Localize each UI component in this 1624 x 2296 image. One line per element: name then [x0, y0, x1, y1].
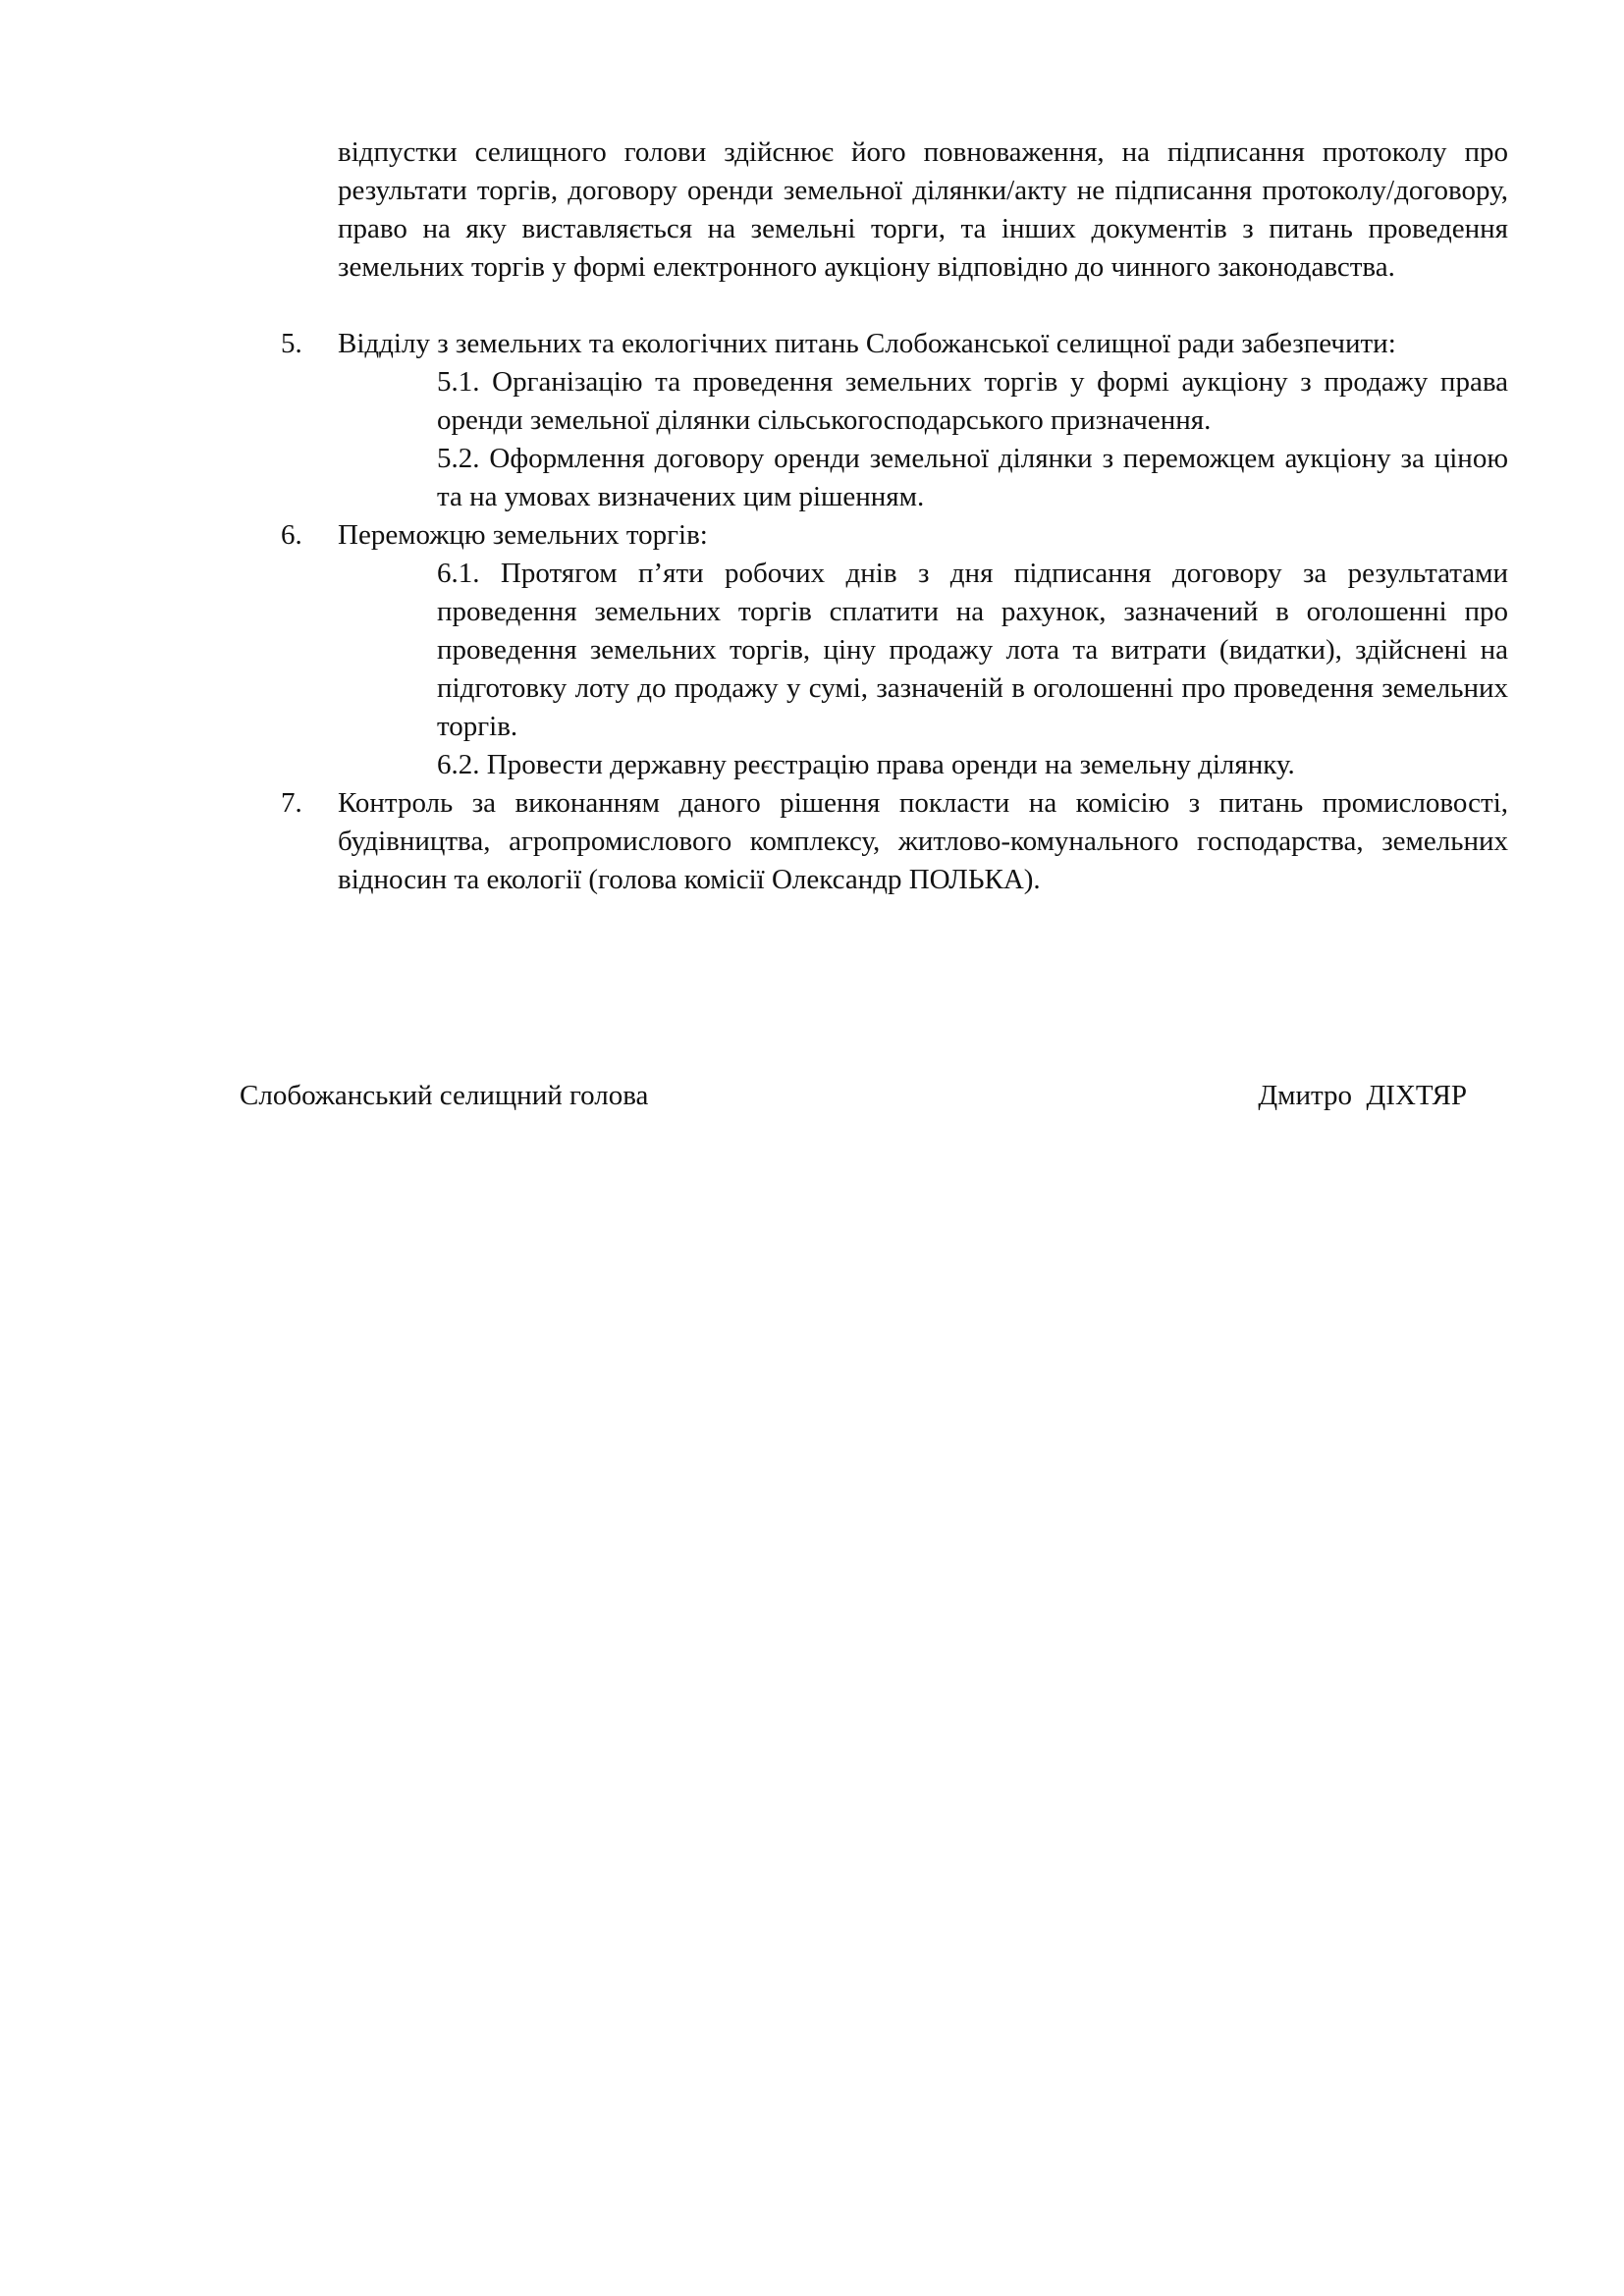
item-number: 7. [281, 787, 302, 819]
list-item-7 [281, 784, 1508, 899]
item-text: Відділу з земельних та екологічних питань Слобожанської селищної ради забезпечити: [338, 328, 1396, 359]
subitem-5-2: 5.2. Оформлення договору оренди земельної ділянки з переможцем аукціону за ціною та на умовах визначених цим рішенням. [437, 443, 1508, 512]
item-body [338, 784, 1508, 899]
continuation-paragraph: відпустки селищного голови здійснює його повноваження, на підписання протоколу про результати торгів, договору оренди земельної ділянки/акту не підписання протоколу/договору, право на яку виставляється на земельні торги, та інших документів з питань проведення земельних торгів у формі електронного аукціону відповідно до чинного законодавства. [338, 136, 1508, 283]
decision-list [281, 325, 1508, 899]
subitem-6-1: 6.1. Протягом п’яти робочих днів з дня підписання договору за результатами проведення земельних торгів сплатити на рахунок, зазначений в оголошенні про проведення земельних торгів, ціну продажу лота та витрати (видатки), здійснені на підготовку лоту до продажу у сумі, зазначеній в оголошенні про проведення земельних торгів. [437, 558, 1508, 742]
item-text: Контроль за виконанням даного рішення покласти на комісію з питань промисловості, будівництва, агропромислового комплексу, житлово-комунального господарства, земельних відносин та екології (голова комісії Олександр ПОЛЬКА). [338, 787, 1508, 895]
subitem-5-1: 5.1. Організацію та проведення земельних торгів у формі аукціону з продажу права оренди земельної ділянки сільськогосподарського призначення. [437, 366, 1508, 436]
item-number: 5. [281, 328, 302, 359]
subitem-6-2: 6.2. Провести державну реєстрацію права оренди на земельну ділянку. [437, 749, 1295, 780]
signature-block [240, 1077, 1467, 1116]
item-body [338, 325, 1508, 516]
list-item-5 [281, 325, 1508, 516]
signatory-name: Дмитро ДІХТЯР [1258, 1080, 1467, 1111]
item-body [338, 516, 1508, 784]
item-text: Переможцю земельних торгів: [338, 519, 708, 551]
list-item-6 [281, 516, 1508, 784]
signatory-title: Слобожанський селищний голова [240, 1080, 649, 1111]
item-number: 6. [281, 519, 302, 551]
